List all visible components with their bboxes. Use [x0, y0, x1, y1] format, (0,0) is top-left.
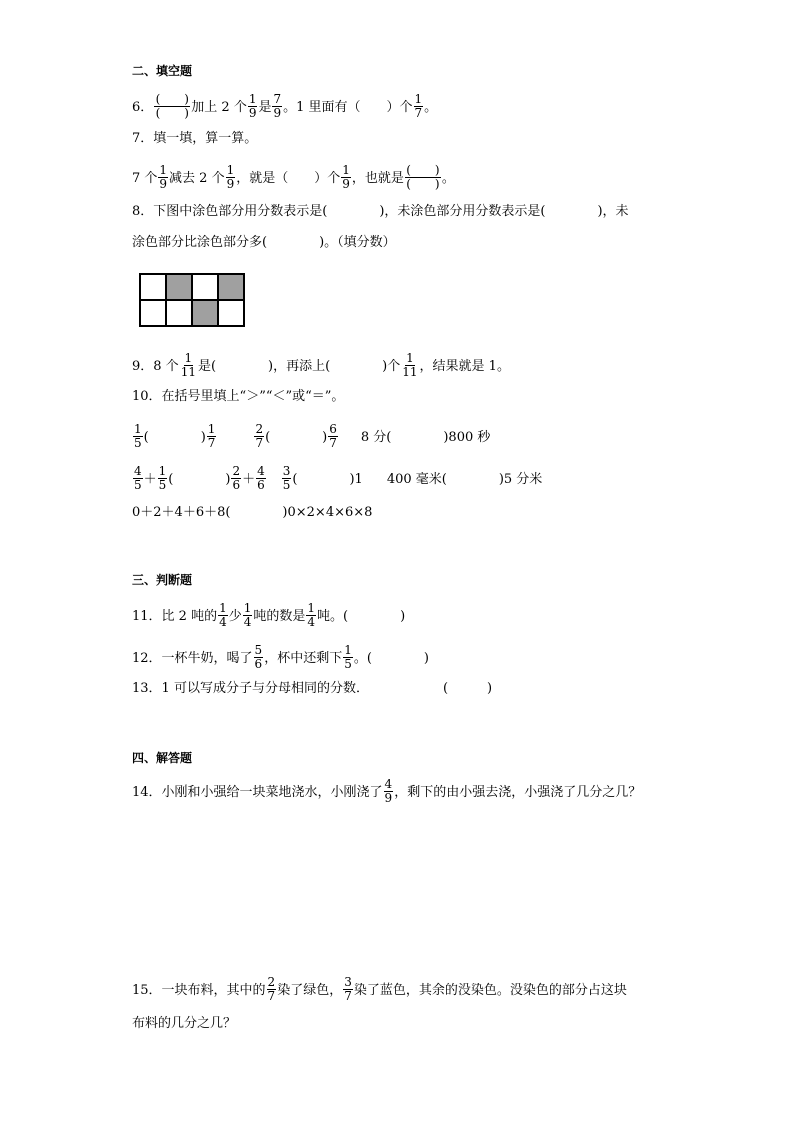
- grid-row: [140, 300, 244, 326]
- fraction: $\frac{1}{7}$: [207, 422, 216, 450]
- fraction: $\frac{1}{11}$: [180, 351, 196, 379]
- section-title-judgement: 三、判断题: [132, 573, 193, 587]
- question-7: 7．填一填，算一算。: [132, 131, 258, 146]
- fraction: $\frac{5}{6}$: [254, 643, 263, 671]
- fraction: $\frac{2}{6}$: [232, 464, 241, 492]
- fraction: $\frac{1}{11}$: [402, 351, 418, 379]
- question-15: 15．一块布料，其中的 $\frac{2}{7}$ 染了绿色， $\frac{3}{7}$ 染了蓝色，其余的没染色。没染色的部分占这块: [132, 975, 627, 1003]
- question-10-row-1: $\frac{1}{5}$ ( ) $\frac{1}{7}$ $\frac{2}{7}$ ( ) $\frac{6}{7}$ 8 分( )800 秒: [134, 422, 491, 450]
- question-8-line-1: 8．下图中涂色部分用分数表示是( )，未涂色部分用分数表示是( )，未: [132, 204, 629, 219]
- question-15-line-2: 布料的几分之几？: [132, 1016, 237, 1031]
- grid-cell-shaded: [192, 300, 218, 326]
- question-10-row-2: $\frac{4}{5}$ ＋ $\frac{1}{5}$ ( ) $\frac{2}{6}$ ＋ $\frac{4}{6}$ $\frac{3}{5}$ ( )1 400 毫米( )5 分米: [134, 464, 543, 492]
- fraction: $\frac{1}{5}$: [344, 643, 352, 671]
- question-6: 6． $\frac{( )}{( )}$ 加上 2 个 $\frac{1}{9}$ 是 $\frac{7}{9}$ 。1 里面有（ ）个 $\frac{1}{7}$ 。: [132, 92, 438, 120]
- grid-cell-shaded: [218, 274, 244, 300]
- fraction: $\frac{1}{4}$: [307, 601, 316, 629]
- fraction: $\frac{6}{7}$: [329, 422, 337, 450]
- answer-blank-fraction: $\frac{( )}{( )}$: [406, 163, 440, 191]
- fraction: $\frac{1}{5}$: [158, 464, 167, 492]
- fraction: $\frac{3}{7}$: [344, 975, 352, 1003]
- question-12: 12．一杯牛奶，喝了 $\frac{5}{6}$ ，杯中还剩下 $\frac{1}{5}$ 。( ): [132, 643, 429, 671]
- question-8-line-2: 涂色部分比涂色部分多( )。（填分数）: [132, 235, 396, 250]
- grid-cell-shaded: [166, 274, 192, 300]
- fraction: $\frac{4}{6}$: [257, 464, 265, 492]
- question-14: 14．小刚和小强给一块菜地浇水，小刚浇了 $\frac{4}{9}$ ，剩下的由小强去浇，小强浇了几分之几？: [132, 777, 642, 805]
- fraction: $\frac{1}{7}$: [414, 92, 423, 120]
- fraction: $\frac{1}{4}$: [219, 601, 227, 629]
- question-10: 10．在括号里填上“＞”“＜”或“＝”。: [132, 389, 345, 404]
- grid-cell-empty: [218, 300, 244, 326]
- question-9: 9．8 个 $\frac{1}{11}$ 是( )，再添上( )个 $\frac{1}{11}$ ，结果就是 1。: [132, 351, 510, 379]
- grid-cell-empty: [192, 274, 218, 300]
- question-7-line: 7 个 $\frac{1}{9}$ 减去 2 个 $\frac{1}{9}$ ，就是（ ）个 $\frac{1}{9}$ ，也就是 $\frac{( )}{( )}$ 。: [132, 163, 455, 191]
- question-11: 11．比 2 吨的 $\frac{1}{4}$ 少 $\frac{1}{4}$ 吨的数是 $\frac{1}{4}$ 吨。( ): [132, 601, 406, 629]
- fraction: $\frac{4}{5}$: [134, 464, 142, 492]
- shaded-grid-figure: [139, 273, 245, 327]
- grid-cell-empty: [166, 300, 192, 326]
- question-number: 6．: [132, 100, 154, 115]
- fraction: $\frac{7}{9}$: [273, 92, 282, 120]
- fraction: $\frac{1}{4}$: [243, 601, 252, 629]
- fraction: $\frac{2}{7}$: [255, 422, 264, 450]
- fraction: $\frac{1}{9}$: [159, 163, 168, 191]
- fraction: $\frac{1}{9}$: [248, 92, 257, 120]
- fraction: $\frac{1}{9}$: [226, 163, 235, 191]
- fraction: $\frac{1}{5}$: [134, 422, 142, 450]
- grid-row: [140, 274, 244, 300]
- fraction: $\frac{4}{9}$: [384, 777, 393, 805]
- question-10-row-3: 0＋2＋4＋6＋8( )0×2×4×6×8: [132, 505, 373, 520]
- fraction: $\frac{2}{7}$: [267, 975, 276, 1003]
- section-title-fill-blank: 二、填空题: [132, 64, 193, 78]
- grid-cell-empty: [140, 300, 166, 326]
- answer-blank-fraction: $\frac{( )}{( )}$: [155, 92, 189, 120]
- fraction: $\frac{3}{5}$: [282, 464, 291, 492]
- grid-cell-empty: [140, 274, 166, 300]
- section-title-answer: 四、解答题: [132, 751, 193, 765]
- question-13: 13．1 可以写成分子与分母相同的分数． ( ): [132, 681, 493, 696]
- fraction: $\frac{1}{9}$: [342, 163, 350, 191]
